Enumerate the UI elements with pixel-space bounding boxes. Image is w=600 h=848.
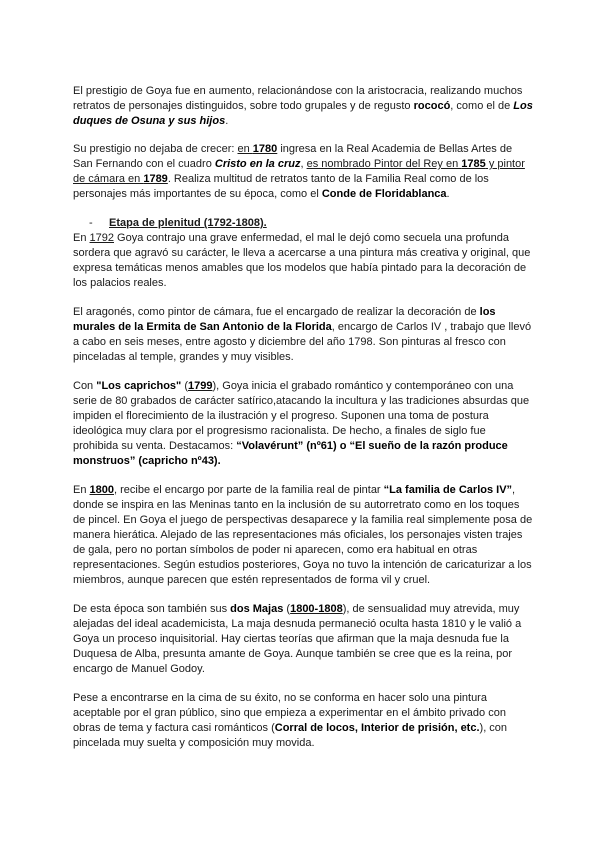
bold-text: los murales de la Ermita de San Antonio de la Florida <box>73 306 496 333</box>
text-run: ingresa en la Real Academia de Bellas Artes de San Fernando con el cuadro <box>73 143 513 170</box>
bold-text: dos Majas <box>230 603 284 615</box>
paragraph-caprichos <box>73 379 533 469</box>
text-run: , recibe el encargo por parte de la familia real de pintar <box>114 484 384 496</box>
paragraph-carlos-iv <box>73 483 533 588</box>
year-1785: 1785 <box>461 158 486 170</box>
text-run: ( <box>283 603 291 615</box>
underlined-text: es nombrado Pintor del Rey en <box>306 158 462 170</box>
year-1799: 1799 <box>188 380 213 392</box>
year-1800: 1800 <box>89 484 114 496</box>
text-run: El prestigio de Goya fue en aumento, relacionándose con la aristocracia, realizando muchos retratos de personajes distinguidos, sobre todo grupales y de regusto <box>73 85 523 112</box>
bold-text: “La familia de Carlos IV” <box>383 484 513 496</box>
year-range: 1800-1808 <box>290 603 343 615</box>
underlined-text: en <box>237 143 253 155</box>
underlined-text: y pintor de cámara en <box>73 158 525 185</box>
text-run: En <box>73 484 90 496</box>
bold-text: Conde de Floridablanca <box>321 188 447 200</box>
text-run: Goya contrajo una grave enfermedad, el mal le dejó como secuela una profunda sordera que agravó su carácter, le lleva a acercarse a una pintura más creativa y original, que expresa temáticas menos amables que los modelos que había pintado para la decoración de los palacios reales. <box>73 232 531 289</box>
text-run: Con <box>73 380 97 392</box>
text-run: Su prestigio no dejaba de crecer: <box>73 143 238 155</box>
paragraph-illness <box>73 231 533 291</box>
bold-text: Corral de locos, Interior de prisión, etc. <box>274 722 480 734</box>
bold-text: rococó <box>413 100 451 112</box>
text-run: ), de sensualidad muy atrevida, muy alejadas del ideal academicista, La maja desnuda permaneció oculta hasta 1810 y le valió a Goya un proceso inquisitorial. Hay ciertas teorías que afirman que la maja desnuda fue la Duquesa de Alba, presunta amante de Goya. Aunque también se cree que es la reina, por encargo de Manuel Godoy. <box>73 603 522 675</box>
text-run: De esta época son también sus <box>73 603 231 615</box>
text-run: , encargo de Carlos IV , trabajo que llevó a cabo en seis meses, entre agosto y diciembre del año 1798. Son pinturas al fresco con pinceladas al temple, grandes y muy visibles. <box>73 321 532 363</box>
document-body <box>73 84 533 765</box>
text-run: . <box>225 115 229 127</box>
paragraph-experimentation <box>73 691 533 751</box>
bold-text: “Volavérunt” (nº61) o “El sueño de la razón produce monstruos” (capricho nº43). <box>73 440 508 467</box>
text-run: , <box>300 158 307 170</box>
paragraph-aristocracy <box>73 84 533 129</box>
paragraph-prestige <box>73 142 533 202</box>
painting-title: Cristo en la cruz <box>214 158 301 170</box>
painting-title: Los duques de Osuna y sus hijos <box>73 100 533 127</box>
text-run: Pese a encontrarse en la cima de su éxito, no se conforma en hacer solo una pintura aceptable por el gran público, sino que empieza a experimentar en el ámbito privado con obras de tema y factura casi románticos ( <box>73 692 506 734</box>
list-bullet: - <box>89 217 93 229</box>
year-1780: 1780 <box>252 143 278 155</box>
year-1792: 1792 <box>89 232 114 244</box>
text-run: El aragonés, como pintor de cámara, fue el encargado de realizar la decoración de <box>73 306 480 318</box>
text-run: . <box>446 188 450 200</box>
bold-text: "Los caprichos" <box>96 380 182 392</box>
section-heading-text: Etapa de plenitud (1792-1808). <box>109 217 267 229</box>
text-run: , como el de <box>450 100 514 112</box>
text-run: En <box>73 232 90 244</box>
text-run: ), Goya inicia el grabado romántico y contemporáneo con una serie de 80 grabados de carácter satírico,atacando la incultura y las tradiciones absurdas que impiden el florecimiento de la ilustración y el progreso. Suponen una toma de postura ideológica muy clara por el progresismo racionalista. De hecho, a finales de siglo fue prohibida su venta. Destacamos: <box>73 380 530 452</box>
text-run: , donde se inspira en las Meninas tanto en la inclusión de su autorretrato como en los toques de pincel. En Goya el juego de perspectivas desaparece y la familia real simplemente posa de manera hierática. Alejado de las representaciones más oficiales, los personajes visten trajes de gala, pero no portan símbolos de poder ni aparecen, como era habitual en otras representaciones. Según estudios posteriores, Goya no tuvo la intención de caricaturizar a los miembros, aunque parecen que estén representados de forma vil y cruel. <box>73 484 533 586</box>
text-run: . Realiza multitud de retratos tanto de la Familia Real como de los personajes más importantes de su época, como el <box>73 173 489 200</box>
year-1789: 1789 <box>143 173 168 185</box>
paragraph-florida-murals <box>73 305 533 365</box>
paragraph-majas <box>73 602 533 677</box>
text-run: ), con pincelada muy suelta y composición muy movida. <box>73 722 508 749</box>
section-heading <box>73 216 533 231</box>
text-run: ( <box>181 380 188 392</box>
